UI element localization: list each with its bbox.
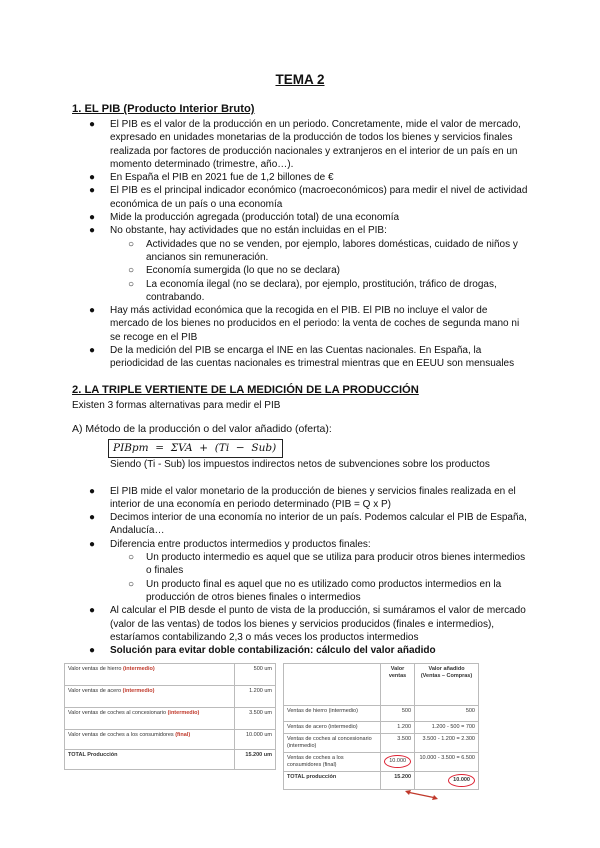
- section-1-heading: 1. EL PIB (Producto Interior Bruto): [72, 103, 255, 115]
- list-item: ● Mide la producción agregada (producción total) de una economía: [89, 212, 400, 224]
- table-total-row: TOTAL Producción 15.200 um: [65, 750, 276, 770]
- list-item: ● El PIB mide el valor monetario de la producción de bienes y servicios finales realizada en el interior de una economía en periodo determinado (PIB = Q x P): [89, 485, 516, 510]
- list-item: ● Diferencia entre productos intermedios y productos finales: ○ Un producto intermedio es aquel que se utiliza para producir otros bienes intermedios o finales ○ Un producto final es aquel que no es utilizado como productos intermedios en la producción de otros bienes finales o intermedios: [72, 538, 528, 604]
- table-row: Ventas de acero (intermedio) 1.200 1.200 - 500 = 700: [284, 722, 479, 734]
- list-item: ● El PIB es el principal indicador económico (macroeconómicos) para medir el nivel de actividad económica de un país o una economía: [89, 185, 528, 210]
- value-added-block: [283, 663, 479, 800]
- table-row: Ventas de coches al concesionario (intermedio) 3.500 3.500 - 1.200 = 2.300: [284, 734, 479, 753]
- value-added-table: [283, 663, 479, 790]
- sub-list-item: ○ Un producto final es aquel que no es utilizado como productos intermedios en la producción de otros bienes finales o intermedios: [128, 578, 502, 603]
- list-item: ● De la medición del PIB se encarga el INE en las Cuentas nacionales. En España, la periodicidad de las cuentas nacionales es trimestral mientras que en EEUU son mensuales: [89, 345, 515, 370]
- list-item: ● Hay más actividad económica que la recogida en el PIB. El PIB no incluye el valor de mercado de los bienes no producidos en el periodo: la venta de coches de segunda mano ni se recoge en el PIB: [89, 305, 520, 343]
- tables-row: [64, 663, 528, 800]
- section-2-list: [72, 485, 528, 658]
- sub-list-item: ○ La economía ilegal (no se declara), por ejemplo, prostitución, tráfico de drogas, contrabando.: [128, 278, 497, 303]
- formula-note: Siendo (Ti - Sub) los impuestos indirectos netos de subvenciones sobre los productos: [110, 459, 490, 471]
- table-row: Ventas de coches a los consumidores (final) 10.000 10.000 - 3.500 = 6.500: [284, 753, 479, 772]
- list-item: ● Decimos interior de una economía no interior de un país. Podemos calcular el PIB de España, Andalucía…: [89, 512, 527, 537]
- formula-box: PIBpm = ΣVA + (Ti − Sub): [108, 439, 283, 458]
- list-item: ● El PIB es el valor de la producción en un periodo. Concretamente, mide el valor de mercado, expresado en unidades monetarias de la producción de todos los bienes y servicios finales realizada por factores de producción nacionales y extranjeros en el interior de un país en un momento determinado (trimestre, año…).: [89, 119, 521, 170]
- formula-wrapper: [72, 439, 528, 458]
- highlight-circle: 10.000: [448, 774, 475, 787]
- arrow-icon: [405, 790, 439, 800]
- method-a-label: A) Método de la producción o del valor añadido (oferta):: [72, 422, 332, 435]
- intro-text: Existen 3 formas alternativas para medir el PIB: [72, 399, 281, 411]
- table-row: Valor ventas de coches a los consumidores (final) 10.000 um: [65, 730, 276, 750]
- section-1-list: [72, 118, 528, 371]
- table-row: Valor ventas de coches al concesionario (intermedio) 3.500 um: [65, 708, 276, 730]
- list-item: ● Solución para evitar doble contabilización: cálculo del valor añadido: [89, 645, 436, 657]
- list-item: ● En España el PIB en 2021 fue de 1,2 billones de €: [89, 172, 334, 184]
- list-item: ● No obstante, hay actividades que no están incluidas en el PIB: ○ Actividades que no se venden, por ejemplo, labores domésticas, cuidado de niños y ancianos sin remuneración. ○ Economía sumergida (lo que no se declara) ○ La economía ilegal (no se declara), por ejemplo, prostitución, tráfico de drogas, contrabando.: [72, 224, 528, 304]
- highlight-circle: 10.000: [384, 755, 411, 768]
- table-header-row: Valor ventas Valor añadido (Ventas – Compras): [284, 664, 479, 706]
- arrow-row: [283, 790, 479, 800]
- page-title: TEMA 2: [275, 72, 325, 87]
- table-row: Valor ventas de acero (intermedio) 1.200 um: [65, 686, 276, 708]
- sub-list-item: ○ Economía sumergida (lo que no se declara): [128, 265, 340, 277]
- table-row: Valor ventas de hierro (intermedio) 500 um: [65, 664, 276, 686]
- section-2-heading: 2. LA TRIPLE VERTIENTE DE LA MEDICIÓN DE LA PRODUCCIÓN: [72, 383, 419, 396]
- sub-list-item: ○ Actividades que no se venden, por ejemplo, labores domésticas, cuidado de niños y ancianos sin remuneración.: [128, 238, 518, 263]
- table-total-row: TOTAL producción 15.200 10.000: [284, 772, 479, 790]
- table-row: Ventas de hierro (intermedio) 500 500: [284, 706, 479, 722]
- production-table: [64, 663, 276, 770]
- list-item: ● Al calcular el PIB desde el punto de vista de la producción, si sumáramos el valor de mercado (valor de las ventas) de todos los bienes y servicios producidos (finales e intermedios), estaríamos contabilizando 2,3 o más veces los productos intermedios: [89, 605, 526, 643]
- sub-list-item: ○ Un producto intermedio es aquel que se utiliza para producir otros bienes intermedios o finales: [128, 552, 526, 577]
